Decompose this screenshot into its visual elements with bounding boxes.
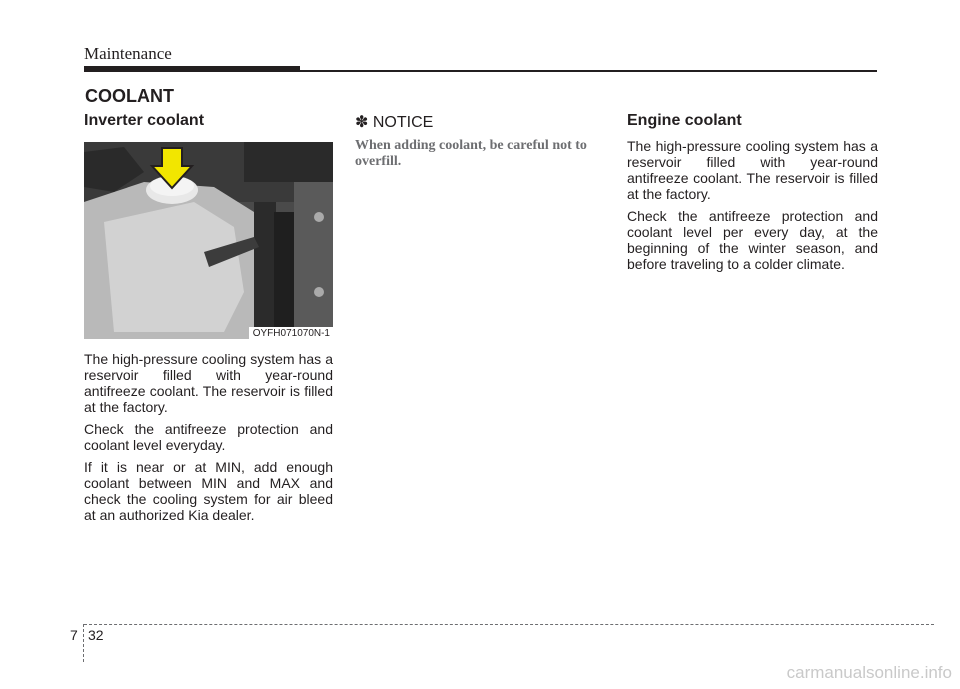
inverter-coolant-heading: Inverter coolant (84, 112, 205, 129)
watermark: carmanualsonline.info (786, 663, 952, 682)
engine-paragraph: The high-pressure cooling system has a reservoir filled with year-round antifreeze coolant. The reservoir is filled at the factory. (627, 138, 878, 202)
header-rule-thick (84, 66, 300, 72)
notice-body: When adding coolant, be careful not to overfill. (355, 138, 587, 169)
engine-paragraph: Check the antifreeze protection and coolant level per every day, at the beginning of the winter season, and before traveling to a colder climate. (627, 208, 878, 272)
footer-vertical-rule (83, 624, 84, 662)
footer-dashed-rule (84, 624, 934, 625)
engine-bay-illustration (84, 142, 333, 339)
section-title: COOLANT (85, 86, 174, 106)
inverter-paragraph: If it is near or at MIN, add enough coolant between MIN and MAX and check the cooling system for air bleed at an authorized Kia dealer. (84, 459, 333, 523)
notice-symbol-icon: ✽ (355, 114, 369, 131)
notice-title (355, 112, 607, 132)
engine-coolant-column (627, 112, 878, 278)
notice-column (355, 112, 607, 170)
inverter-coolant-column (84, 112, 333, 529)
image-code-label: OYFH071070N-1 (249, 327, 333, 339)
notice-title-text: NOTICE (372, 114, 434, 131)
page-number: 32 (88, 627, 104, 643)
header-rule-thin (300, 70, 877, 72)
inverter-paragraph: Check the antifreeze protection and coolant level everyday. (84, 421, 333, 453)
inverter-paragraph: The high-pressure cooling system has a reservoir filled with year-round antifreeze coolant. The reservoir is filled at the factory. (84, 351, 333, 415)
coolant-reservoir-photo (84, 142, 333, 339)
engine-coolant-heading: Engine coolant (627, 112, 742, 129)
page-header-title: Maintenance (84, 44, 172, 63)
chapter-number: 7 (70, 627, 78, 643)
